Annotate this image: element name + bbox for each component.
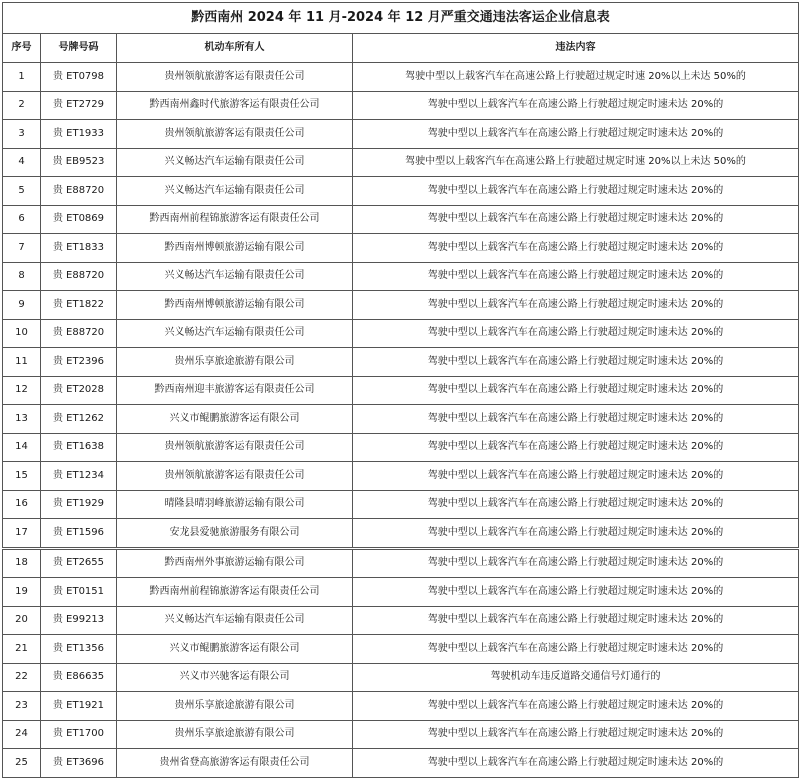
cell-vehicle-owner: 贵州领航旅游客运有限责任公司 <box>117 433 353 462</box>
cell-plate-number: 贵 ET1234 <box>41 462 117 491</box>
cell-plate-number: 贵 ET2028 <box>41 376 117 405</box>
cell-vehicle-owner: 贵州领航旅游客运有限责任公司 <box>117 462 353 491</box>
table-title: 黔西南州 2024 年 11 月-2024 年 12 月严重交通违法客运企业信息表 <box>3 3 799 34</box>
cell-violation-content: 驾驶中型以上载客汽车在高速公路上行驶超过规定时速未达 20%的 <box>353 462 799 491</box>
table-row <box>3 548 799 578</box>
cell-violation-content: 驾驶中型以上载客汽车在高速公路上行驶超过规定时速未达 20%的 <box>353 548 799 578</box>
table-row <box>3 462 799 491</box>
cell-violation-content: 驾驶中型以上载客汽车在高速公路上行驶超过规定时速未达 20%的 <box>353 578 799 607</box>
cell-serial-number: 23 <box>3 692 41 721</box>
cell-vehicle-owner: 贵州领航旅游客运有限责任公司 <box>117 63 353 92</box>
header-plate-number: 号牌号码 <box>41 34 117 63</box>
cell-serial-number: 6 <box>3 205 41 234</box>
header-vehicle-owner: 机动车所有人 <box>117 34 353 63</box>
cell-violation-content: 驾驶中型以上载客汽车在高速公路上行驶超过规定时速未达 20%的 <box>353 692 799 721</box>
cell-plate-number: 贵 ET1638 <box>41 433 117 462</box>
cell-violation-content: 驾驶中型以上载客汽车在高速公路上行驶超过规定时速未达 20%的 <box>353 405 799 434</box>
cell-vehicle-owner: 兴义畅达汽车运输有限责任公司 <box>117 319 353 348</box>
cell-vehicle-owner: 兴义市鲲鹏旅游客运有限公司 <box>117 635 353 664</box>
cell-vehicle-owner: 兴义畅达汽车运输有限责任公司 <box>117 177 353 206</box>
cell-serial-number: 25 <box>3 749 41 778</box>
cell-serial-number: 19 <box>3 578 41 607</box>
cell-serial-number: 24 <box>3 720 41 749</box>
cell-plate-number: 贵 ET3696 <box>41 749 117 778</box>
cell-serial-number: 20 <box>3 606 41 635</box>
table-row <box>3 692 799 721</box>
cell-serial-number: 2 <box>3 91 41 120</box>
table-row <box>3 749 799 778</box>
cell-vehicle-owner: 兴义市兴驰客运有限公司 <box>117 663 353 692</box>
cell-violation-content: 驾驶中型以上载客汽车在高速公路上行驶超过规定时速未达 20%的 <box>353 262 799 291</box>
cell-serial-number: 12 <box>3 376 41 405</box>
header-violation-content: 违法内容 <box>353 34 799 63</box>
cell-plate-number: 贵 ET0869 <box>41 205 117 234</box>
cell-plate-number: 贵 ET1262 <box>41 405 117 434</box>
table-body <box>3 63 799 778</box>
table-row <box>3 120 799 149</box>
cell-vehicle-owner: 兴义畅达汽车运输有限责任公司 <box>117 262 353 291</box>
cell-plate-number: 贵 ET0798 <box>41 63 117 92</box>
table-row <box>3 490 799 519</box>
cell-serial-number: 7 <box>3 234 41 263</box>
cell-vehicle-owner: 黔西南州前程锦旅游客运有限责任公司 <box>117 205 353 234</box>
table-row <box>3 720 799 749</box>
cell-vehicle-owner: 黔西南州博顿旅游运输有限公司 <box>117 291 353 320</box>
table-row <box>3 148 799 177</box>
table-row <box>3 578 799 607</box>
cell-violation-content: 驾驶中型以上载客汽车在高速公路上行驶超过规定时速未达 20%的 <box>353 177 799 206</box>
cell-serial-number: 3 <box>3 120 41 149</box>
cell-serial-number: 15 <box>3 462 41 491</box>
cell-plate-number: 贵 ET1933 <box>41 120 117 149</box>
cell-serial-number: 9 <box>3 291 41 320</box>
cell-plate-number: 贵 E86635 <box>41 663 117 692</box>
cell-serial-number: 22 <box>3 663 41 692</box>
table-row <box>3 234 799 263</box>
cell-vehicle-owner: 安龙县爱驰旅游服务有限公司 <box>117 519 353 549</box>
cell-vehicle-owner: 黔西南州迎丰旅游客运有限责任公司 <box>117 376 353 405</box>
table-row <box>3 91 799 120</box>
table-row <box>3 319 799 348</box>
cell-vehicle-owner: 黔西南州前程锦旅游客运有限责任公司 <box>117 578 353 607</box>
cell-violation-content: 驾驶中型以上载客汽车在高速公路上行驶超过规定时速未达 20%的 <box>353 348 799 377</box>
cell-violation-content: 驾驶中型以上载客汽车在高速公路上行驶超过规定时速未达 20%的 <box>353 519 799 549</box>
cell-vehicle-owner: 黔西南州博顿旅游运输有限公司 <box>117 234 353 263</box>
cell-violation-content: 驾驶中型以上载客汽车在高速公路上行驶超过规定时速未达 20%的 <box>353 720 799 749</box>
cell-vehicle-owner: 兴义市鲲鹏旅游客运有限公司 <box>117 405 353 434</box>
table-row <box>3 205 799 234</box>
table-row <box>3 405 799 434</box>
cell-violation-content: 驾驶中型以上载客汽车在高速公路上行驶超过规定时速未达 20%的 <box>353 319 799 348</box>
cell-plate-number: 贵 ET2396 <box>41 348 117 377</box>
cell-violation-content: 驾驶中型以上载客汽车在高速公路上行驶超过规定时速 20%以上未达 50%的 <box>353 148 799 177</box>
cell-plate-number: 贵 ET1833 <box>41 234 117 263</box>
cell-plate-number: 贵 ET1921 <box>41 692 117 721</box>
cell-serial-number: 17 <box>3 519 41 549</box>
cell-plate-number: 贵 E88720 <box>41 319 117 348</box>
cell-vehicle-owner: 贵州领航旅游客运有限责任公司 <box>117 120 353 149</box>
table-row <box>3 262 799 291</box>
table-row <box>3 177 799 206</box>
cell-plate-number: 贵 ET1700 <box>41 720 117 749</box>
cell-vehicle-owner: 兴义畅达汽车运输有限责任公司 <box>117 148 353 177</box>
cell-vehicle-owner: 贵州乐享旅途旅游有限公司 <box>117 692 353 721</box>
cell-plate-number: 贵 ET1356 <box>41 635 117 664</box>
cell-violation-content: 驾驶中型以上载客汽车在高速公路上行驶超过规定时速未达 20%的 <box>353 433 799 462</box>
cell-plate-number: 贵 E88720 <box>41 262 117 291</box>
cell-vehicle-owner: 贵州省登高旅游客运有限责任公司 <box>117 749 353 778</box>
cell-serial-number: 11 <box>3 348 41 377</box>
cell-serial-number: 5 <box>3 177 41 206</box>
cell-violation-content: 驾驶中型以上载客汽车在高速公路上行驶超过规定时速未达 20%的 <box>353 234 799 263</box>
table-row <box>3 519 799 549</box>
cell-plate-number: 贵 ET2655 <box>41 548 117 578</box>
table-row <box>3 291 799 320</box>
header-serial-number: 序号 <box>3 34 41 63</box>
cell-serial-number: 18 <box>3 548 41 578</box>
cell-vehicle-owner: 贵州乐享旅途旅游有限公司 <box>117 348 353 377</box>
cell-vehicle-owner: 兴义畅达汽车运输有限责任公司 <box>117 606 353 635</box>
cell-serial-number: 1 <box>3 63 41 92</box>
cell-violation-content: 驾驶中型以上载客汽车在高速公路上行驶超过规定时速未达 20%的 <box>353 749 799 778</box>
table-row <box>3 433 799 462</box>
cell-violation-content: 驾驶机动车违反道路交通信号灯通行的 <box>353 663 799 692</box>
cell-violation-content: 驾驶中型以上载客汽车在高速公路上行驶超过规定时速未达 20%的 <box>353 376 799 405</box>
cell-plate-number: 贵 ET0151 <box>41 578 117 607</box>
cell-vehicle-owner: 贵州乐享旅途旅游有限公司 <box>117 720 353 749</box>
cell-serial-number: 13 <box>3 405 41 434</box>
cell-plate-number: 贵 ET1822 <box>41 291 117 320</box>
cell-vehicle-owner: 晴隆县晴羽峰旅游运输有限公司 <box>117 490 353 519</box>
cell-violation-content: 驾驶中型以上载客汽车在高速公路上行驶超过规定时速未达 20%的 <box>353 606 799 635</box>
cell-violation-content: 驾驶中型以上载客汽车在高速公路上行驶超过规定时速未达 20%的 <box>353 205 799 234</box>
table-row <box>3 376 799 405</box>
table-row <box>3 635 799 664</box>
cell-violation-content: 驾驶中型以上载客汽车在高速公路上行驶超过规定时速未达 20%的 <box>353 91 799 120</box>
cell-vehicle-owner: 黔西南州外事旅游运输有限公司 <box>117 548 353 578</box>
table-row <box>3 663 799 692</box>
cell-violation-content: 驾驶中型以上载客汽车在高速公路上行驶超过规定时速未达 20%的 <box>353 490 799 519</box>
cell-plate-number: 贵 ET1596 <box>41 519 117 549</box>
violations-table <box>2 2 799 778</box>
cell-plate-number: 贵 E88720 <box>41 177 117 206</box>
cell-serial-number: 16 <box>3 490 41 519</box>
cell-violation-content: 驾驶中型以上载客汽车在高速公路上行驶超过规定时速 20%以上未达 50%的 <box>353 63 799 92</box>
cell-plate-number: 贵 EB9523 <box>41 148 117 177</box>
table-row <box>3 348 799 377</box>
cell-vehicle-owner: 黔西南州鑫时代旅游客运有限责任公司 <box>117 91 353 120</box>
table-row <box>3 63 799 92</box>
cell-plate-number: 贵 ET1929 <box>41 490 117 519</box>
cell-serial-number: 14 <box>3 433 41 462</box>
cell-serial-number: 4 <box>3 148 41 177</box>
cell-serial-number: 8 <box>3 262 41 291</box>
cell-violation-content: 驾驶中型以上载客汽车在高速公路上行驶超过规定时速未达 20%的 <box>353 120 799 149</box>
cell-plate-number: 贵 E99213 <box>41 606 117 635</box>
cell-plate-number: 贵 ET2729 <box>41 91 117 120</box>
cell-violation-content: 驾驶中型以上载客汽车在高速公路上行驶超过规定时速未达 20%的 <box>353 291 799 320</box>
cell-serial-number: 10 <box>3 319 41 348</box>
cell-serial-number: 21 <box>3 635 41 664</box>
table-row <box>3 606 799 635</box>
cell-violation-content: 驾驶中型以上载客汽车在高速公路上行驶超过规定时速未达 20%的 <box>353 635 799 664</box>
